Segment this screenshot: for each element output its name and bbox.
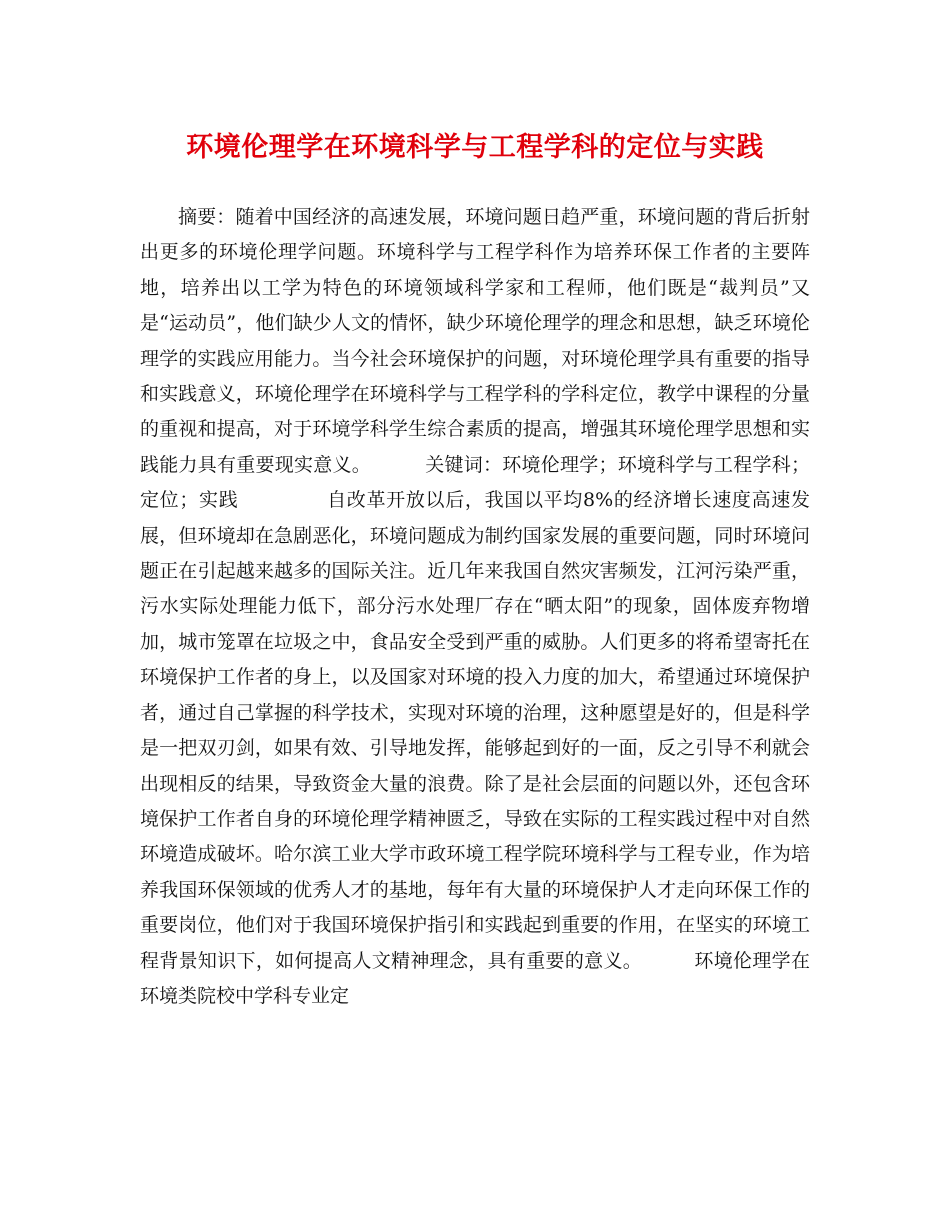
body-paragraph-1: 自改革开放以后，我国以平均8%的经济增长速度高速发展，但环境却在急剧恶化，环境问题成为制约国家发展的重要问题，同时环境问题正在引起越来越多的国际关注。近几年来我国自然灾害频发，江河污染严重，污水实际处理能力低下，部分污水处理厂存在“晒太阳”的现象，固体废弃物增加，城市笼罩在垃圾之中，食品安全受到严重的威胁。人们更多的将希望寄托在环境保护工作者的身上，以及国家对环境的投入力度的加大，希望通过环境保护者，通过自己掌握的科学技术，实现对环境的治理，这种愿望是好的，但是科学是一把双刃剑，如果有效、引导地发挥，能够起到好的一面，反之引导不利就会出现相反的结果，导致资金大量的浪费。除了是社会层面的问题以外，还包含环境保护工作者自身的环境伦理学精神匮乏，导致在实际的工程实践过程中对自然环境造成破坏。哈尔滨工业大学市政环境工程学院环境科学与工程专业，作为培养我国环保领域的优秀人才的基地，每年有大量的环境保护人才走向环保工作的重要岗位，他们对于我国环境保护指引和实践起到重要的作用，在坚实的环境工程背景知识下，如何提高人文精神理念，具有重要的意义。 [140, 489, 810, 972]
document-body [140, 200, 810, 1014]
body-paragraph-2-start: 环境伦理学在环境类院校中学科专业定 [140, 949, 810, 1007]
document-title: 环境伦理学在环境科学与工程学科的定位与实践 [186, 132, 764, 163]
keywords-text: 关键词：环境伦理学；环境科学与工程学科；定位；实践 [140, 453, 810, 512]
abstract-text: 摘要：随着中国经济的高速发展，环境问题日趋严重，环境问题的背后折射出更多的环境伦理学问题。环境科学与工程学科作为培养环保工作者的主要阵地，培养出以工学为特色的环境领域科学家和工程师，他们既是“裁判员”又是“运动员”，他们缺少人文的情怀，缺少环境伦理学的理念和思想，缺乏环境伦理学的实践应用能力。当今社会环境保护的问题，对环境伦理学具有重要的指导和实践意义，环境伦理学在环境科学与工程学科的学科定位，教学中课程的分量的重视和提高，对于环境学科学生综合素质的提高，增强其环境伦理学思想和实践能力具有重要现实意义。 [140, 206, 810, 476]
